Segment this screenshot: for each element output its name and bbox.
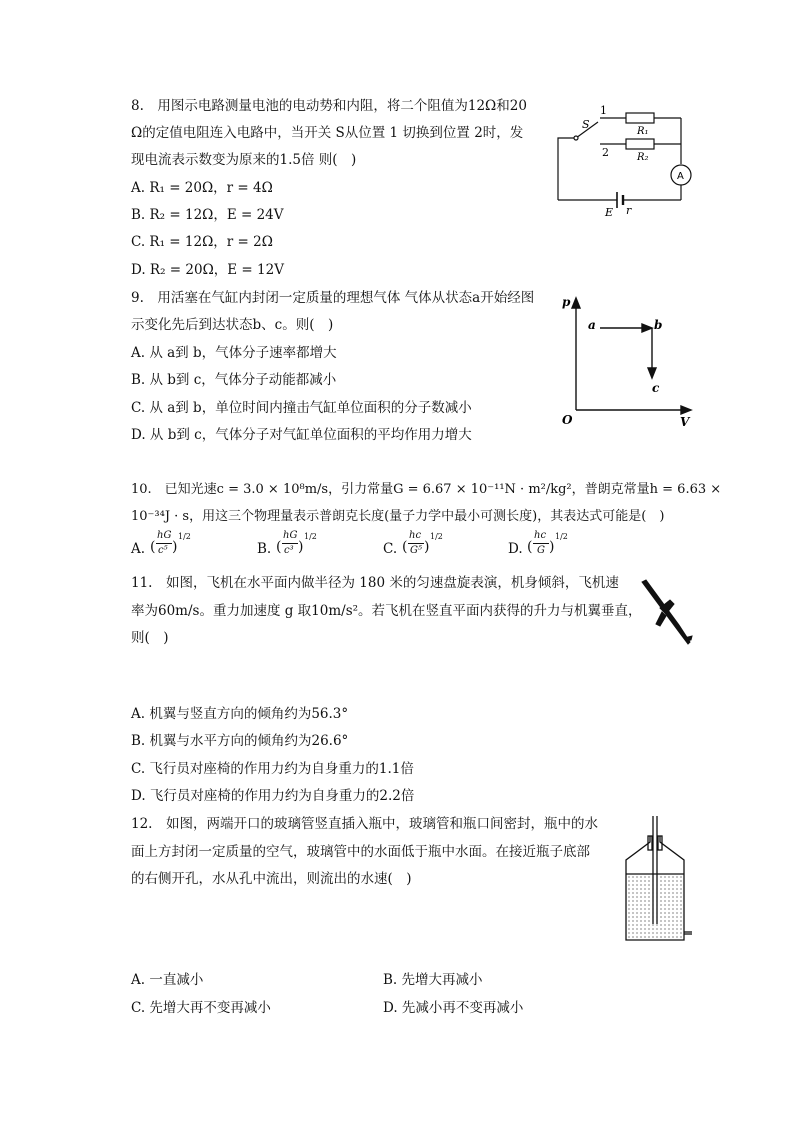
q10-d-numerator: hc [534, 530, 547, 541]
q12-option-d: D. 先减小再不变再减小 [383, 1000, 524, 1016]
q11-line-2: 率为60m/s。重力加速度 g 取10m/s²。若飞机在竖直平面内获得的升力与机翼垂直， [131, 603, 642, 619]
q9-line-2: 示变化先后到达状态b、c。则( ) [131, 317, 334, 333]
q8-option-c: C. R₁ = 12Ω，r = 2Ω [131, 234, 273, 250]
q12-line-2: 面上方封闭一定质量的空气，玻璃管中的水面低于瓶中水面。在接近瓶子底部 [131, 844, 590, 860]
q12-option-b: B. 先增大再减小 [383, 972, 483, 988]
q8-r2-label: R₂ [637, 152, 649, 163]
q12-line-3: 的右侧开孔，水从孔中流出，则流出的水速( ) [131, 871, 412, 887]
q8-internal-resistance-label: r [626, 204, 632, 217]
q8-line-2: Ω的定值电阻连入电路中，当开关 S从位置 1 切换到位置 2时，发 [131, 125, 524, 141]
q10-b-denominator: c³ [284, 545, 294, 556]
q9-option-b: B. 从 b到 c，气体分子动能都减小 [131, 372, 337, 388]
q12-line-1: 12. 如图，两端开口的玻璃管竖直插入瓶中，玻璃管和瓶口间密封，瓶中的水 [131, 816, 598, 832]
q11-line-3: 则( ) [131, 630, 169, 646]
q8-position-2-label: 2 [602, 146, 609, 159]
q8-option-d: D. R₂ = 20Ω，E = 12V [131, 262, 284, 278]
q10-b-numerator: hG [283, 530, 298, 541]
q10-option-d-letter: D. [508, 541, 523, 557]
q8-circuit-diagram [548, 100, 698, 220]
q10-d-exponent: 1/2 [555, 532, 568, 541]
q9-state-b-label: b [654, 318, 663, 332]
q8-option-a: A. R₁ = 20Ω，r = 4Ω [131, 180, 273, 196]
q8-emf-label: E [605, 206, 614, 219]
q10-a-numerator: hG [157, 530, 172, 541]
q10-option-b-formula: ( hG c³ ) 1/2 [276, 530, 317, 556]
q12-bottle-figure [620, 816, 698, 944]
q8-r1-label: R₁ [637, 126, 649, 137]
q8-option-b: B. R₂ = 12Ω，E = 24V [131, 207, 284, 223]
q10-option-a-letter: A. [131, 541, 146, 557]
q11-option-a: A. 机翼与竖直方向的倾角约为56.3° [131, 706, 349, 722]
q11-airplane-figure [636, 578, 696, 650]
q10-b-exponent: 1/2 [304, 532, 317, 541]
q10-c-denominator: G⁵ [410, 545, 422, 556]
q11-option-d: D. 飞行员对座椅的作用力约为自身重力的2.2倍 [131, 788, 415, 804]
q9-option-c: C. 从 a到 b，单位时间内撞击气缸单位面积的分子数减小 [131, 400, 472, 416]
q10-option-d-formula: ( hc G ) 1/2 [527, 530, 568, 556]
q10-c-exponent: 1/2 [430, 532, 443, 541]
q10-a-denominator: c⁵ [158, 545, 168, 556]
q9-state-c-label: c [652, 381, 660, 395]
q10-line-1: 10. 已知光速c = 3.0 × 10⁸m/s，引力常量G = 6.67 × 10⁻¹¹N · m²/kg²，普朗克常量h = 6.63 × [131, 482, 722, 497]
q11-option-c: C. 飞行员对座椅的作用力约为自身重力的1.1倍 [131, 761, 414, 777]
q10-a-exponent: 1/2 [178, 532, 191, 541]
q8-ammeter-label: A [677, 171, 684, 182]
q10-option-b-letter: B. [257, 541, 272, 557]
q9-p-axis-label: p [562, 295, 571, 309]
q9-option-d: D. 从 b到 c，气体分子对气缸单位面积的平均作用力增大 [131, 427, 472, 443]
q8-line-1: 8. 用图示电路测量电池的电动势和内阻，将二个阻值为12Ω和20 [131, 98, 527, 114]
q12-option-c: C. 先增大再不变再减小 [131, 1000, 271, 1016]
q10-option-c-formula: ( hc G⁵ ) 1/2 [402, 530, 443, 556]
q9-option-a: A. 从 a到 b，气体分子速率都增大 [131, 345, 337, 361]
q9-line-1: 9. 用活塞在气缸内封闭一定质量的理想气体 气体从状态a开始经图 [131, 290, 535, 306]
q10-c-numerator: hc [409, 530, 422, 541]
q10-option-c-letter: C. [383, 541, 398, 557]
q11-line-1: 11. 如图，飞机在水平面内做半径为 180 米的匀速盘旋表演，机身倾斜，飞机速 [131, 575, 619, 591]
q10-d-denominator: G [537, 545, 545, 556]
q10-line-2: 10⁻³⁴J · s，用这三个物理量表示普朗克长度(量子力学中最小可测长度)，其表达式可能是( ) [131, 509, 665, 524]
q9-v-axis-label: V [680, 415, 690, 429]
q8-line-3: 现电流表示数变为原来的1.5倍 则( ) [131, 152, 357, 168]
q9-pv-diagram [556, 292, 701, 432]
q9-state-a-label: a [588, 318, 596, 332]
q8-position-1-label: 1 [600, 104, 607, 117]
q9-origin-label: O [562, 413, 573, 427]
q12-option-a: A. 一直减小 [131, 972, 204, 988]
q11-option-b: B. 机翼与水平方向的倾角约为26.6° [131, 733, 349, 749]
q10-option-a-formula: ( hG c⁵ ) 1/2 [150, 530, 191, 556]
q8-switch-label: S [582, 118, 590, 131]
